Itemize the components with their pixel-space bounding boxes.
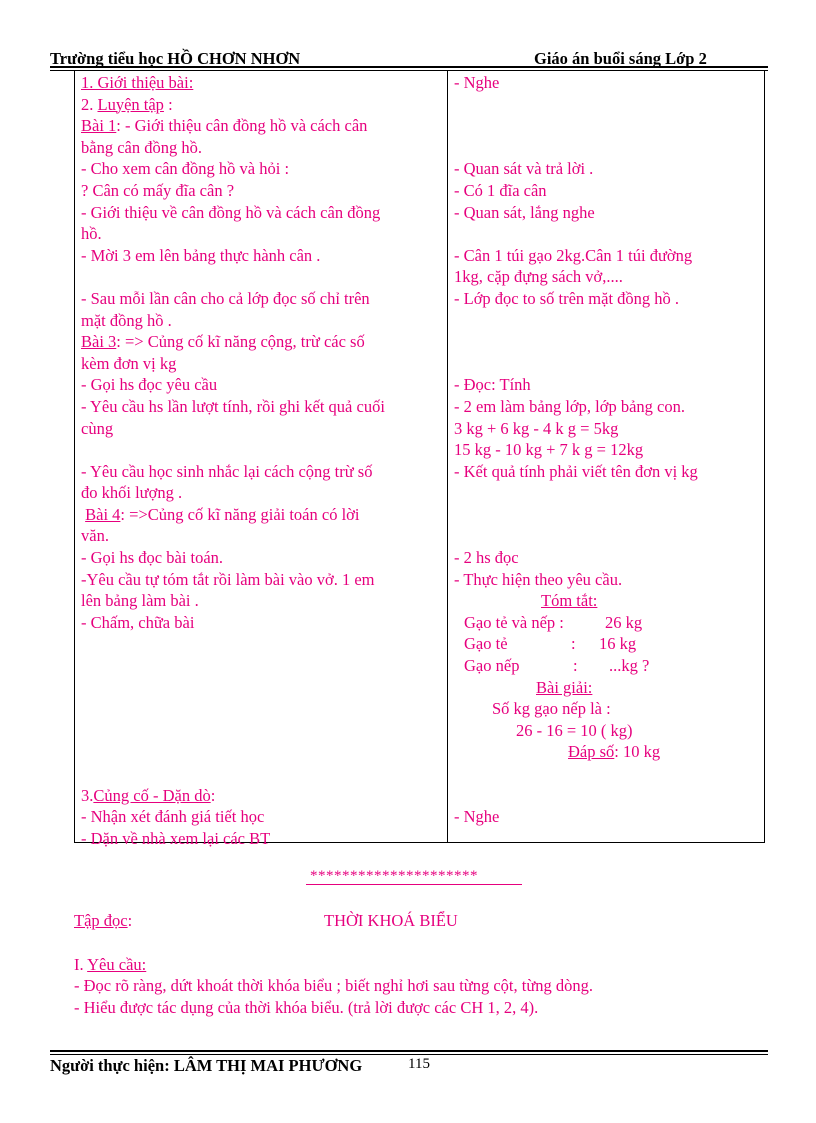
teacher-activities-column: 1. Giới thiệu bài: 2. Luyện tập : Bài 1: - Giới thiệu cân đồng hồ và cách cân bằng cân đồng hồ. - Cho xem cân đồng hồ và hỏi : ? Cân có mấy đĩa cân ? - Giới thiệu về cân đồng hồ và cách cân đồng hồ. - Mời 3 em lên bảng thực hành cân . - Sau mỗi lần cân cho cả lớp đọc số chỉ trên mặt đồng hồ . Bài 3: => Củng cố kĩ năng cộng, trừ các số kèm đơn vị kg - Gọi hs đọc yêu cầu - Yêu cầu hs lần lượt tính, rồi ghi kết quả cuối cùng - Yêu cầu học sinh nhắc lại cách cộng trừ số đo khối lượng . Bài 4: =>Củng cố kĩ năng giải toán có lời văn. - Gọi hs đọc bài toán. -Yêu cầu tự tóm tắt rồi làm bài vào vở. 1 em lên bảng làm bài . - Chấm, chữa bài 3.Củng cố - Dặn dò: - Nhận xét đánh giá tiết học - Dặn về nhà xem lại các BT xyxy=(81,73,385,848)
footer-rule xyxy=(50,1050,768,1052)
solution-heading: Bài giải: xyxy=(536,677,593,697)
header-rule xyxy=(50,66,768,68)
exercise-1-label: Bài 1 xyxy=(81,116,117,136)
consolidation-heading: Củng cố - Dặn dò xyxy=(93,785,211,805)
student-activities-column: - Nghe - Quan sát và trả lời . - Có 1 đĩa cân - Quan sát, lắng nghe - Cân 1 túi gạo 2kg.Cân 1 túi đường 1kg, cặp đựng sách vở,.... - Lớp đọc to số trên mặt đồng hồ . - Đọc: Tính - 2 em làm bảng lớp, lớp bảng con. 3 kg + 6 kg - 4 k g = 5kg 15 kg - 10 kg + 7 k g = 12kg - Kết quả tính phải viết tên đơn vị kg - 2 hs đọc - Thực hiện theo yêu cầu. Tóm tắt: Gạo tẻ và nếp : 26 kg Gạo tẻ : 16 kg Gạo nếp : ...kg ? Bài giải: Số kg gạo nếp là : 26 - 16 = 10 ( kg) Đáp số: 10 kg - Nghe xyxy=(454,73,698,827)
practice-heading: Luyện tập xyxy=(97,94,164,114)
intro-heading: 1. Giới thiệu bài: xyxy=(81,73,194,92)
requirements-heading: I. Yêu cầu: xyxy=(74,955,147,974)
lesson-plan-title: Giáo án buổi sáng Lớp 2 xyxy=(534,49,707,68)
table-column-divider xyxy=(447,70,448,843)
exercise-3-label: Bài 3 xyxy=(81,332,117,352)
school-name: Trường tiểu học HỒ CHƠN NHƠN xyxy=(50,49,301,68)
page-number: 115 xyxy=(408,1056,430,1072)
subject-label: Tập đọc: xyxy=(74,911,133,930)
answer-label: Đáp số xyxy=(568,742,615,762)
separator-rule xyxy=(306,884,522,885)
requirement-1: - Đọc rõ ràng, dứt khoát thời khóa biểu ; biết nghỉ hơi sau từng cột, từng dòng. xyxy=(74,976,594,995)
requirement-2: - Hiểu được tác dụng của thời khóa biểu. (trả lời được các CH 1, 2, 4). xyxy=(74,998,539,1017)
section-separator: ********************* xyxy=(310,868,478,884)
section-title: THỜI KHOÁ BIỂU xyxy=(324,911,458,930)
exercise-4-label: Bài 4 xyxy=(85,504,121,524)
footer-rule-thin xyxy=(50,1054,768,1055)
author-line: Người thực hiện: LÂM THỊ MAI PHƯƠNG xyxy=(50,1056,363,1075)
summary-heading: Tóm tắt: xyxy=(541,591,598,611)
